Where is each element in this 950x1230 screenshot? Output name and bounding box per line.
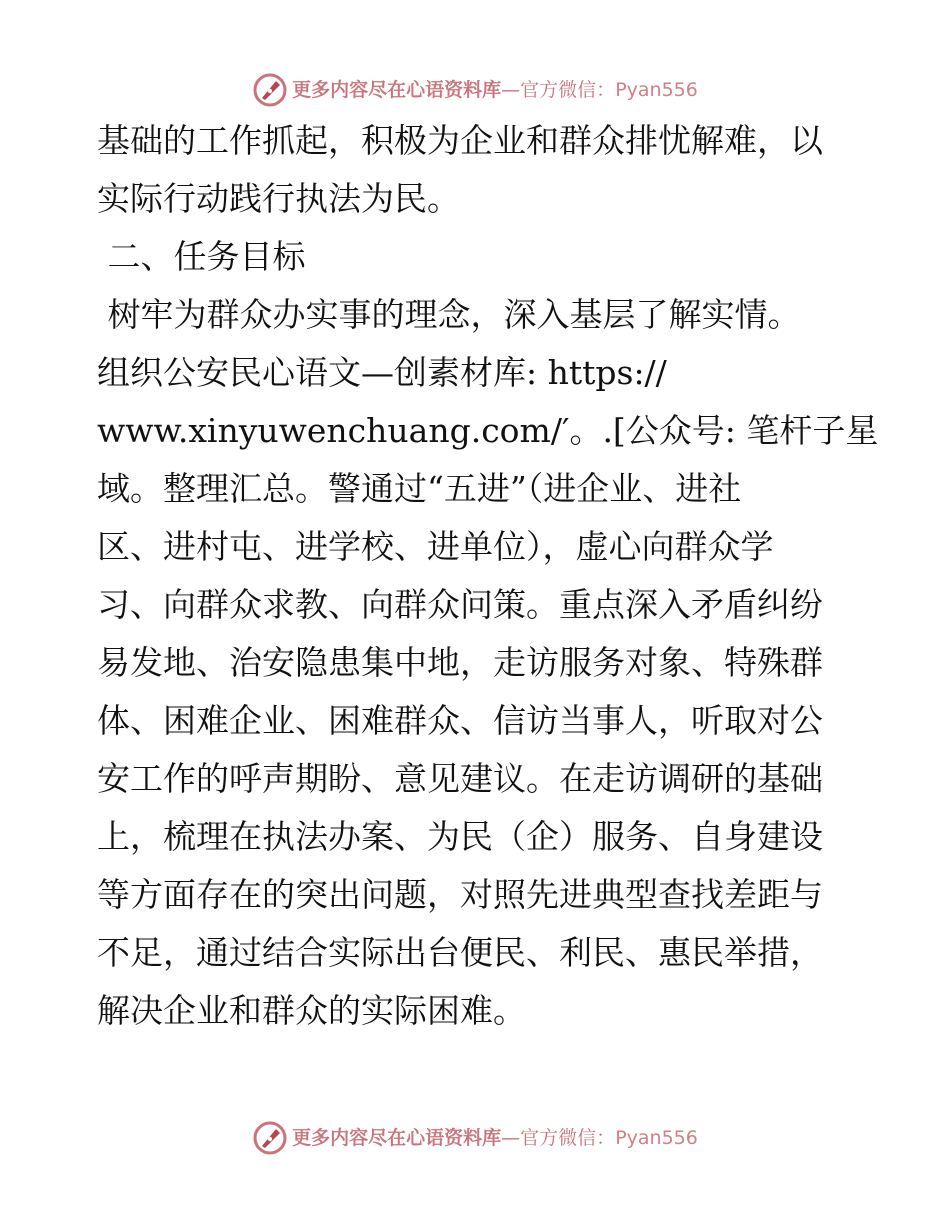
footer-watermark-banner <box>0 1118 950 1158</box>
banner-main-text: 更多内容尽在心语资料库 <box>292 79 502 101</box>
body-line: 区、进村屯、进学校、进单位），虚心向群众学 <box>97 527 774 566</box>
banner-wechat-id: Pyan556 <box>615 1127 698 1149</box>
body-line: 解决企业和群众的实际困难。 <box>97 991 526 1030</box>
body-line: 不足，通过结合实际出台便民、利民、惠民举措， <box>97 933 823 972</box>
banner-separator: — <box>501 1127 521 1149</box>
banner-main-text: 更多内容尽在心语资料库 <box>292 1127 502 1149</box>
banner-separator: — <box>501 79 521 101</box>
pen-nib-circle-icon <box>252 1120 288 1156</box>
body-line: 域。整理汇总。警通过“五进”（进企业、进社 <box>97 469 742 508</box>
document-body <box>97 112 879 1040</box>
body-line: www.xinyuwenchuang.com/′。.[公众号: 笔杆子星 <box>97 411 879 450</box>
body-line: 上，梳理在执法办案、为民（企）服务、自身建设 <box>97 817 823 856</box>
banner-wechat-id: Pyan556 <box>615 79 698 101</box>
body-line: 组织公安民心语文—创素材库: https:// <box>97 353 667 392</box>
body-line: 树牢为群众办实事的理念，深入基层了解实情。 <box>97 295 801 334</box>
body-line: 基础的工作抓起，积极为企业和群众排忧解难，以 <box>97 121 823 160</box>
body-line: 等方面存在的突出问题，对照先进典型查找差距与 <box>97 875 823 914</box>
banner-wechat-label: 官方微信： <box>520 79 616 101</box>
body-line: 体、困难企业、困难群众、信访当事人，听取对公 <box>97 701 823 740</box>
banner-wechat-label: 官方微信： <box>520 1127 616 1149</box>
pen-nib-circle-icon <box>252 72 288 108</box>
body-line: 易发地、治安隐患集中地，走访服务对象、特殊群 <box>97 643 823 682</box>
body-line: 习、向群众求教、向群众问策。重点深入矛盾纠纷 <box>97 585 823 624</box>
body-line: 安工作的呼声期盼、意见建议。在走访调研的基础 <box>97 759 823 798</box>
body-line: 实际行动践行执法为民。 <box>97 179 460 218</box>
header-watermark-banner <box>0 70 950 110</box>
section-heading: 二、任务目标 <box>97 237 306 276</box>
